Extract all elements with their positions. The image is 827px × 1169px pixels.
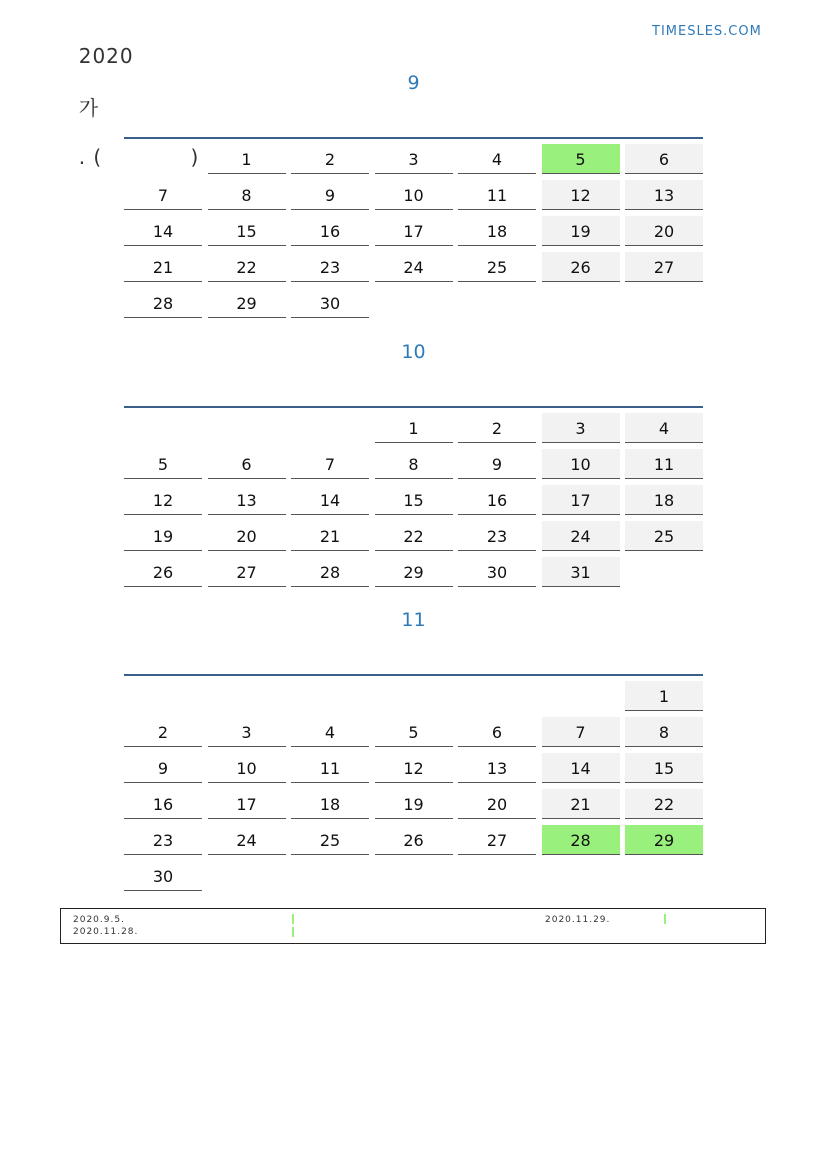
- day-cell[interactable]: 10: [208, 753, 286, 783]
- day-cell[interactable]: 3: [208, 717, 286, 747]
- day-cell[interactable]: 3: [542, 413, 620, 443]
- title-paren: . ( ): [78, 145, 200, 169]
- day-cell[interactable]: 25: [625, 521, 703, 551]
- legend-marker-3: [664, 914, 666, 924]
- day-cell[interactable]: 21: [291, 521, 369, 551]
- day-cell[interactable]: 12: [542, 180, 620, 210]
- day-cell[interactable]: 24: [208, 825, 286, 855]
- day-cell[interactable]: 10: [375, 180, 453, 210]
- day-cell[interactable]: 17: [375, 216, 453, 246]
- day-cell[interactable]: 13: [208, 485, 286, 515]
- day-cell[interactable]: 17: [542, 485, 620, 515]
- day-cell[interactable]: 19: [542, 216, 620, 246]
- day-cell[interactable]: 6: [458, 717, 536, 747]
- day-cell[interactable]: 19: [124, 521, 202, 551]
- day-cell[interactable]: 3: [375, 144, 453, 174]
- day-cell[interactable]: 20: [208, 521, 286, 551]
- day-cell[interactable]: 2: [458, 413, 536, 443]
- day-cell[interactable]: 8: [375, 449, 453, 479]
- day-cell[interactable]: 26: [124, 557, 202, 587]
- day-cell[interactable]: 10: [542, 449, 620, 479]
- day-cell[interactable]: 23: [291, 252, 369, 282]
- day-cell[interactable]: 24: [375, 252, 453, 282]
- day-cell[interactable]: 18: [458, 216, 536, 246]
- day-cell[interactable]: 4: [458, 144, 536, 174]
- day-cell[interactable]: 28: [542, 825, 620, 855]
- day-cell[interactable]: 23: [458, 521, 536, 551]
- day-cell[interactable]: 20: [458, 789, 536, 819]
- day-cell[interactable]: 9: [291, 180, 369, 210]
- day-cell[interactable]: 1: [208, 144, 286, 174]
- day-cell[interactable]: 2: [291, 144, 369, 174]
- day-cell[interactable]: 29: [208, 288, 286, 318]
- day-cell[interactable]: 11: [625, 449, 703, 479]
- day-cell[interactable]: 26: [542, 252, 620, 282]
- day-cell[interactable]: 11: [458, 180, 536, 210]
- day-cell[interactable]: 15: [375, 485, 453, 515]
- day-cell[interactable]: 9: [124, 753, 202, 783]
- day-cell[interactable]: 27: [458, 825, 536, 855]
- day-cell[interactable]: 8: [625, 717, 703, 747]
- title-year: 2020: [78, 44, 134, 68]
- day-cell[interactable]: 4: [291, 717, 369, 747]
- day-cell[interactable]: 21: [542, 789, 620, 819]
- day-cell[interactable]: 9: [458, 449, 536, 479]
- day-cell[interactable]: 26: [375, 825, 453, 855]
- day-cell[interactable]: 5: [124, 449, 202, 479]
- day-cell[interactable]: 1: [375, 413, 453, 443]
- day-cell[interactable]: 28: [291, 557, 369, 587]
- month-divider: [124, 674, 703, 676]
- day-cell[interactable]: 25: [458, 252, 536, 282]
- day-cell[interactable]: 7: [124, 180, 202, 210]
- month-label: 11: [401, 609, 426, 631]
- legend-marker-2: [292, 927, 294, 937]
- day-cell[interactable]: 5: [375, 717, 453, 747]
- day-cell[interactable]: 18: [625, 485, 703, 515]
- day-cell[interactable]: 18: [291, 789, 369, 819]
- legend-box: [60, 908, 766, 944]
- month-divider: [124, 137, 703, 139]
- day-cell[interactable]: 15: [208, 216, 286, 246]
- day-cell[interactable]: 14: [124, 216, 202, 246]
- day-cell[interactable]: 31: [542, 557, 620, 587]
- day-cell[interactable]: 2: [124, 717, 202, 747]
- day-cell[interactable]: 5: [542, 144, 620, 174]
- page-title: [64, 20, 221, 169]
- day-cell[interactable]: 22: [375, 521, 453, 551]
- day-cell[interactable]: 7: [542, 717, 620, 747]
- legend-item-1: 2020.9.5.: [73, 915, 125, 925]
- day-cell[interactable]: 6: [208, 449, 286, 479]
- day-cell[interactable]: 12: [124, 485, 202, 515]
- title-char: 가: [78, 96, 100, 120]
- day-cell[interactable]: 29: [625, 825, 703, 855]
- day-cell[interactable]: 8: [208, 180, 286, 210]
- month-divider: [124, 406, 703, 408]
- day-cell[interactable]: 15: [625, 753, 703, 783]
- day-cell[interactable]: 13: [458, 753, 536, 783]
- day-cell[interactable]: 24: [542, 521, 620, 551]
- day-cell[interactable]: 7: [291, 449, 369, 479]
- day-cell[interactable]: 29: [375, 557, 453, 587]
- day-cell[interactable]: 16: [291, 216, 369, 246]
- legend-marker-1: [292, 914, 294, 924]
- legend-item-3: 2020.11.29.: [545, 915, 611, 925]
- day-cell[interactable]: 16: [124, 789, 202, 819]
- day-cell[interactable]: 16: [458, 485, 536, 515]
- day-cell[interactable]: 20: [625, 216, 703, 246]
- day-cell[interactable]: 14: [542, 753, 620, 783]
- month-label: 9: [407, 72, 420, 94]
- day-cell[interactable]: 17: [208, 789, 286, 819]
- day-cell[interactable]: 22: [208, 252, 286, 282]
- day-cell[interactable]: 30: [124, 861, 202, 891]
- day-cell[interactable]: 19: [375, 789, 453, 819]
- day-cell[interactable]: 6: [625, 144, 703, 174]
- day-cell[interactable]: 23: [124, 825, 202, 855]
- day-cell[interactable]: 22: [625, 789, 703, 819]
- day-cell[interactable]: 14: [291, 485, 369, 515]
- brand-link[interactable]: TIMESLES.COM: [652, 24, 762, 39]
- day-cell[interactable]: 13: [625, 180, 703, 210]
- day-cell[interactable]: 27: [208, 557, 286, 587]
- day-cell[interactable]: 28: [124, 288, 202, 318]
- legend-item-2: 2020.11.28.: [73, 927, 139, 937]
- day-cell[interactable]: 4: [625, 413, 703, 443]
- day-cell[interactable]: 11: [291, 753, 369, 783]
- day-cell[interactable]: 1: [625, 681, 703, 711]
- month-label: 10: [401, 341, 426, 363]
- day-cell[interactable]: 25: [291, 825, 369, 855]
- day-cell[interactable]: 12: [375, 753, 453, 783]
- day-cell[interactable]: 27: [625, 252, 703, 282]
- day-cell[interactable]: 21: [124, 252, 202, 282]
- day-cell[interactable]: 30: [291, 288, 369, 318]
- day-cell[interactable]: 30: [458, 557, 536, 587]
